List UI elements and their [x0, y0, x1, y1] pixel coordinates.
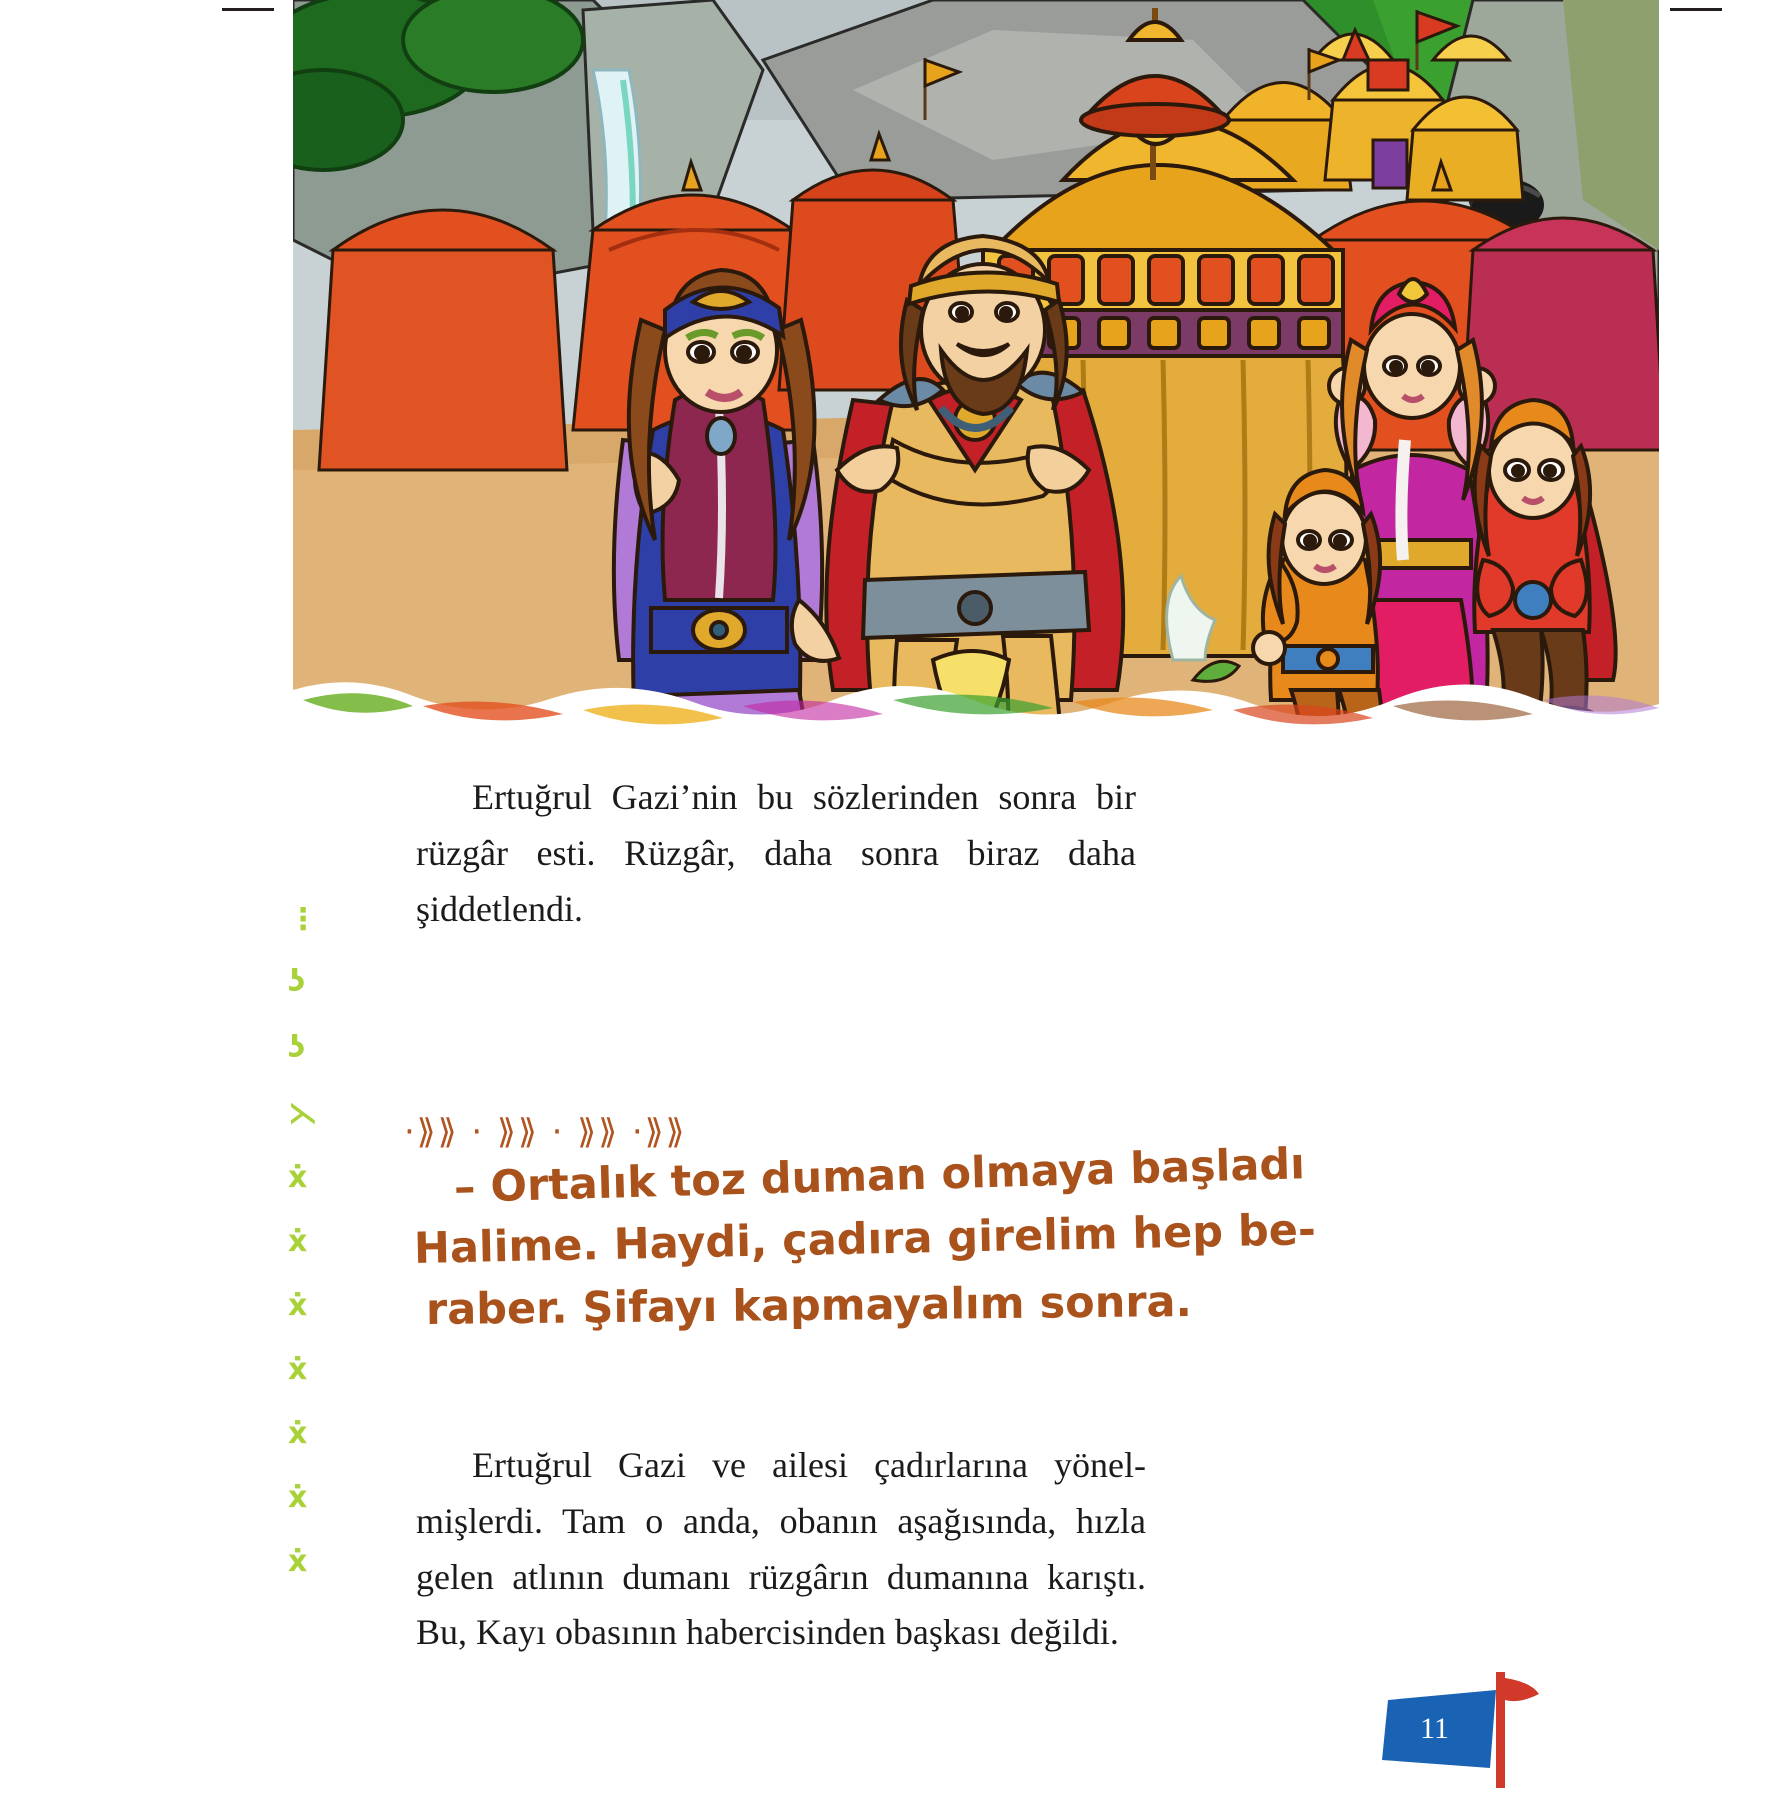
- dialogue-line-3: raber. Şifayı kapmayalım sonra.: [425, 1277, 1193, 1336]
- motif-glyph: ẋ: [288, 1352, 308, 1387]
- crop-mark-top-left: [222, 8, 274, 11]
- motif-glyph: ẋ: [288, 1288, 308, 1323]
- motif-glyph: ẋ: [288, 1544, 308, 1579]
- motif-glyph: ʖ: [288, 964, 306, 999]
- motif-glyph: ⋮: [288, 902, 318, 937]
- crop-mark-top-right-b: [1670, 8, 1722, 11]
- motif-glyph: ẋ: [288, 1160, 308, 1195]
- motif-glyph: ẋ: [288, 1224, 308, 1259]
- motif-glyph: ⋋: [288, 1096, 318, 1131]
- page-flag-graphic: [1378, 1672, 1558, 1788]
- dialogue-line-1: – Ortalık toz duman olmaya başladı: [453, 1139, 1306, 1213]
- page-number: 11: [1420, 1712, 1449, 1745]
- paragraph-1: Ertuğrul Gazi’nin bu sözlerinden sonra bir rüzgâr esti. Rüzgâr, daha sonra biraz daha şiddetlendi.: [416, 777, 1136, 929]
- body-text-column-2: [416, 1420, 1146, 1669]
- ornament-divider: ·⟫⟫ · ⟫⟫ · ⟫⟫ ·⟫⟫: [404, 1112, 687, 1152]
- page-number-flag: [1378, 1672, 1558, 1788]
- motif-glyph: ẋ: [288, 1480, 308, 1515]
- dialogue-block: [410, 1139, 1317, 1341]
- margin-decorative-motif: [288, 902, 348, 1595]
- motif-glyph: ʖ: [288, 1030, 306, 1065]
- illustration-artwork: [293, 0, 1659, 760]
- paragraph-2: Ertuğrul Gazi ve ailesi çadırlarına yönelmişlerdi. Tam o anda, obanın aşağısında, hızla gelen atlının dumanı rüzgârın dumanına karıştı. Bu, Kayı obasının habercisinden başkası değildi.: [416, 1445, 1146, 1653]
- motif-glyph: ẋ: [288, 1416, 308, 1451]
- illustration-panel: [293, 0, 1659, 760]
- dialogue-line-2: Halime. Haydi, çadıra girelim hep be-: [413, 1205, 1317, 1275]
- body-text-column: [416, 770, 1136, 945]
